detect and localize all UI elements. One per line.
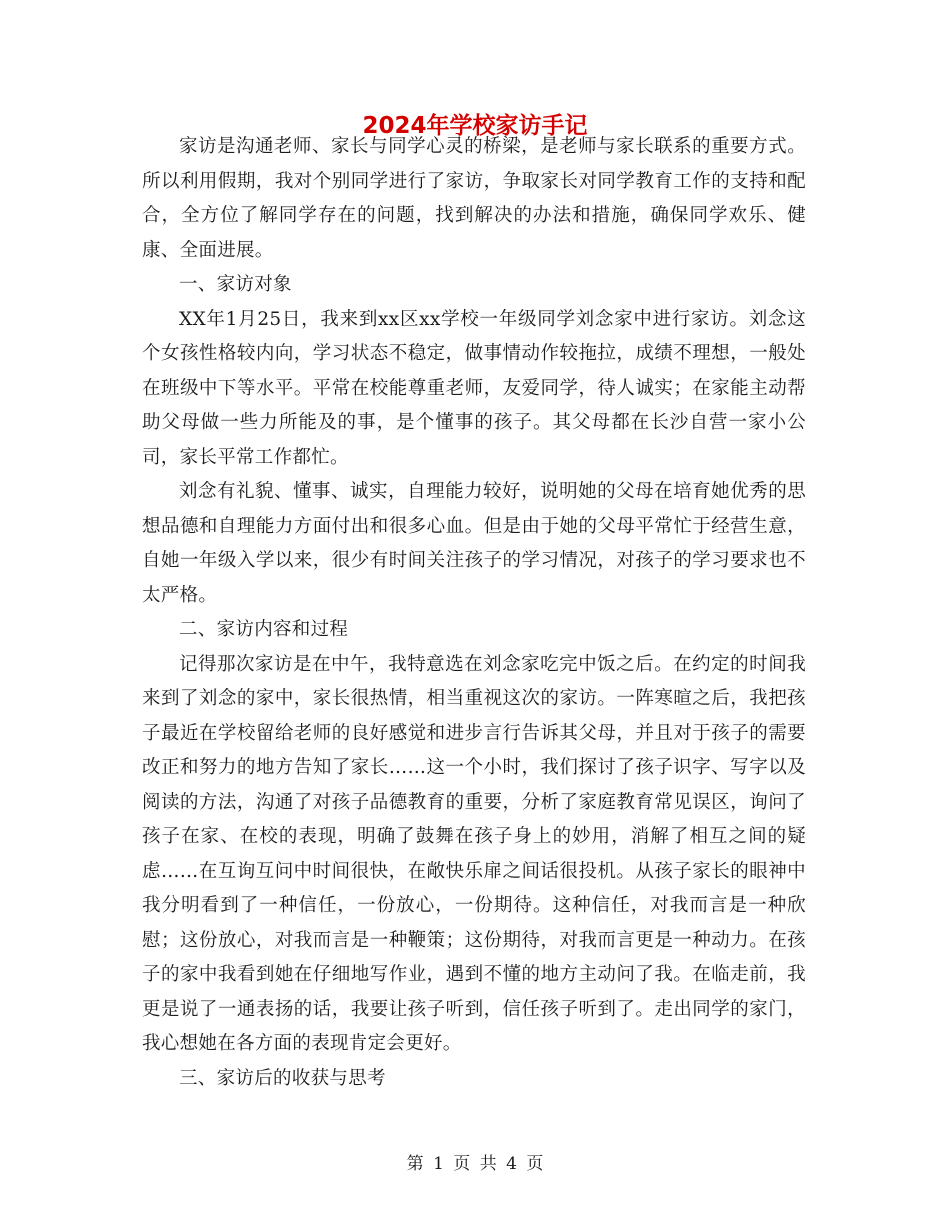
- paragraph-intro: 家访是沟通老师、家长与同学心灵的桥梁，是老师与家长联系的重要方式。所以利用假期，我对个别同学进行了家访，争取家长对同学教育工作的支持和配合，全方位了解同学存在的问题，找到解决的办法和措施，确保同学欢乐、健康、全面进展。: [142, 136, 806, 261]
- paragraph-student-traits: 刘念有礼貌、懂事、诚实，自理能力较好，说明她的父母在培育她优秀的思想品德和自理能力方面付出和很多心血。但是由于她的父母平常忙于经营生意，自她一年级入学以来，很少有时间关注孩子的学习情况，对孩子的学习要求也不太严格。: [142, 481, 806, 606]
- section-heading-3: 三、家访后的收获与思考: [179, 1067, 386, 1089]
- page-footer: 第 1 页 共 4 页: [406, 1154, 544, 1174]
- section-heading-2: 二、家访内容和过程: [179, 619, 349, 640]
- page-title: 2024年学校家访手记: [362, 113, 588, 139]
- paragraph-visit-target: XX年1月25日，我来到xx区xx学校一年级同学刘念家中进行家访。刘念这个女孩性格较内向，学习状态不稳定，做事情动作较拖拉，成绩不理想，一般处在班级中下等水平。平常在校能尊重老师，友爱同学，待人诚实；在家能主动帮助父母做一些力所能及的事，是个懂事的孩子。其父母都在长沙自营一家小公司，家长平常工作都忙。: [142, 308, 806, 468]
- section-heading-1: 一、家访对象: [179, 274, 292, 295]
- document-body: [142, 130, 806, 1096]
- paragraph-visit-process: 记得那次家访是在中午，我特意选在刘念家吃完中饭之后。在约定的时间我来到了刘念的家中，家长很热情，相当重视这次的家访。一阵寒暄之后，我把孩子最近在学校留给老师的良好感觉和进步言行告诉其父母，并且对于孩子的需要改正和努力的地方告知了家长……这一个小时，我们探讨了孩子识字、写字以及阅读的方法，沟通了对孩子品德教育的重要，分析了家庭教育常见误区，询问了孩子在家、在校的表现，明确了鼓舞在孩子身上的妙用，消解了相互之间的疑虑……在互询互问中时间很快，在敞快乐扉之间话很投机。从孩子家长的眼神中我分明看到了一种信任，一份放心，一份期待。这种信任，对我而言是一种欣慰；这份放心，对我而言是一种鞭策；这份期待，对我而言更是一种动力。在孩子的家中我看到她在仔细地写作业，遇到不懂的地方主动问了我。在临走前，我更是说了一通表扬的话，我要让孩子听到，信任孩子听到了。走出同学的家门，我心想她在各方面的表现肯定会更好。: [142, 653, 806, 1054]
